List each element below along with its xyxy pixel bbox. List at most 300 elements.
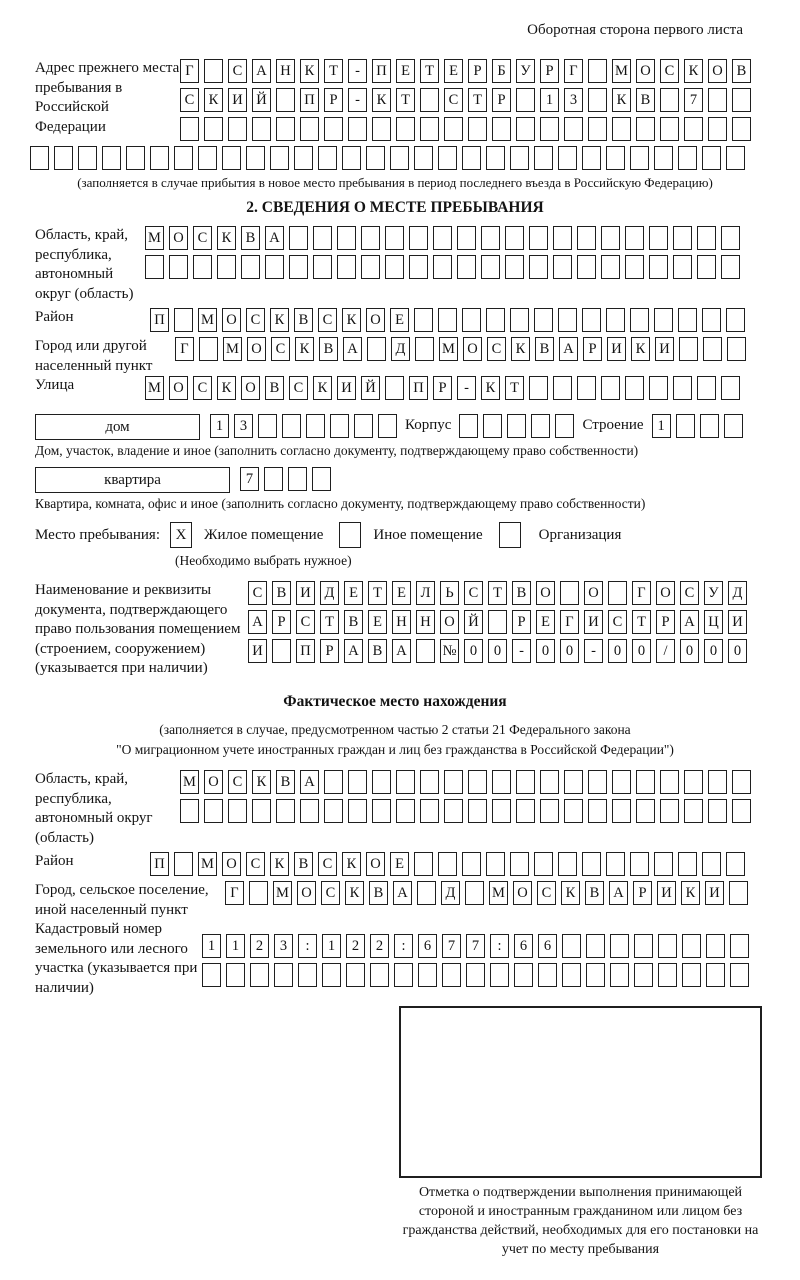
cadastral-label: Кадастровый номер земельного или лесного участка (указывается при наличии) [35, 921, 198, 996]
apartment-type-box: квартира [35, 467, 230, 493]
char-cell [180, 799, 199, 823]
char-cell: В [272, 581, 291, 605]
actual-location-title: Фактическое место нахождения [283, 692, 507, 710]
char-cell: О [169, 376, 188, 400]
char-cell: С [228, 59, 247, 83]
char-cell: Е [390, 308, 409, 332]
char-cell: С [660, 59, 679, 83]
char-cell [540, 799, 559, 823]
char-cell [465, 881, 484, 905]
char-cell [679, 337, 698, 361]
char-cell [684, 770, 703, 794]
stay-type-row [35, 522, 755, 548]
char-cell: О [297, 881, 316, 905]
char-cell [553, 255, 572, 279]
char-cell [678, 852, 697, 876]
char-cell: Е [392, 581, 411, 605]
char-cell: Е [444, 59, 463, 83]
house-row [35, 414, 755, 443]
char-cell: М [145, 226, 164, 250]
char-cell: В [535, 337, 554, 361]
char-cell: Т [320, 610, 339, 634]
char-cell [510, 308, 529, 332]
char-cell [300, 117, 319, 141]
char-cell [415, 337, 434, 361]
char-cell [726, 852, 745, 876]
char-cell: С [246, 308, 265, 332]
char-cell: В [585, 881, 604, 905]
char-cell: 3 [234, 414, 253, 438]
char-cell [636, 117, 655, 141]
char-cell [702, 146, 721, 170]
char-cell [481, 255, 500, 279]
char-cell: А [609, 881, 628, 905]
char-cell [588, 117, 607, 141]
char-cell [660, 770, 679, 794]
actual-location-note-1: (заполняется в случае, предусмотренном частью 2 статьи 21 Федерального закона [159, 721, 631, 737]
char-cell [258, 414, 277, 438]
char-cell [346, 963, 365, 987]
char-cell: С [271, 337, 290, 361]
char-cell [729, 881, 748, 905]
char-cell: П [150, 852, 169, 876]
char-cell [252, 799, 271, 823]
char-cell: Й [361, 376, 380, 400]
char-cell: О [241, 376, 260, 400]
char-cell [678, 308, 697, 332]
char-cell: 6 [418, 934, 437, 958]
char-cell: А [252, 59, 271, 83]
char-cell: И [337, 376, 356, 400]
char-cell: Р [433, 376, 452, 400]
char-cell [601, 226, 620, 250]
char-cell [703, 337, 722, 361]
char-cell [558, 308, 577, 332]
char-cell [180, 117, 199, 141]
section2-title: 2. СВЕДЕНИЯ О МЕСТЕ ПРЕБЫВАНИЯ [246, 199, 544, 216]
region-row-2 [145, 255, 745, 279]
char-cell: Р [492, 88, 511, 112]
city-block [35, 337, 755, 376]
char-cell: С [289, 376, 308, 400]
char-cell [553, 376, 572, 400]
char-cell [510, 852, 529, 876]
char-cell: 1 [540, 88, 559, 112]
char-cell: 1 [226, 934, 245, 958]
char-cell [366, 146, 385, 170]
char-cell [348, 770, 367, 794]
char-cell [708, 88, 727, 112]
confirmation-block [393, 1006, 768, 1260]
char-cell [492, 799, 511, 823]
char-cell [265, 255, 284, 279]
document-rows [248, 581, 752, 668]
prev-address-row-2 [180, 88, 756, 112]
char-cell: К [612, 88, 631, 112]
district-block [35, 308, 755, 337]
char-cell [606, 146, 625, 170]
char-cell [462, 852, 481, 876]
char-cell: В [368, 639, 387, 663]
char-cell [252, 117, 271, 141]
char-cell [697, 226, 716, 250]
street-block [35, 376, 755, 405]
char-cell [510, 146, 529, 170]
char-cell [516, 117, 535, 141]
char-cell [507, 414, 526, 438]
char-cell [250, 963, 269, 987]
char-cell: 0 [704, 639, 723, 663]
char-cell [726, 308, 745, 332]
char-cell [270, 146, 289, 170]
char-cell [354, 414, 373, 438]
actual-city-row [225, 881, 753, 905]
char-cell [30, 146, 49, 170]
char-cell: А [265, 226, 284, 250]
char-cell [634, 934, 653, 958]
char-cell: Г [225, 881, 244, 905]
char-cell: С [296, 610, 315, 634]
char-cell [654, 852, 673, 876]
char-cell [702, 308, 721, 332]
char-cell: - [512, 639, 531, 663]
char-cell [385, 226, 404, 250]
char-cell: И [607, 337, 626, 361]
char-cell: А [344, 639, 363, 663]
char-cell [264, 467, 283, 491]
char-cell [169, 255, 188, 279]
char-cell [634, 963, 653, 987]
char-cell [724, 414, 743, 438]
stroenie-label: Строение [582, 417, 644, 433]
char-cell [433, 226, 452, 250]
char-cell [534, 308, 553, 332]
char-cell: О [366, 308, 385, 332]
char-cell [630, 146, 649, 170]
apartment-note: Квартира, комната, офис и иное (заполнить согласно документу, подтверждающему право собственности) [35, 496, 646, 511]
char-cell: И [228, 88, 247, 112]
char-cell [676, 414, 695, 438]
char-cell: / [656, 639, 675, 663]
char-cell: Г [564, 59, 583, 83]
actual-region-block [35, 770, 755, 848]
char-cell [488, 610, 507, 634]
char-cell [654, 308, 673, 332]
char-cell: Й [252, 88, 271, 112]
char-cell [199, 337, 218, 361]
char-cell: М [198, 852, 217, 876]
char-cell [540, 770, 559, 794]
korpus-row [459, 414, 579, 438]
char-cell [361, 255, 380, 279]
char-cell [486, 146, 505, 170]
region-block [35, 226, 755, 304]
char-cell: Г [632, 581, 651, 605]
char-cell [529, 226, 548, 250]
char-cell: С [321, 881, 340, 905]
char-cell [433, 255, 452, 279]
checkbox-organization [499, 522, 521, 548]
char-cell: - [348, 59, 367, 83]
char-cell [420, 770, 439, 794]
char-cell: 6 [514, 934, 533, 958]
checkbox-other-premises [339, 522, 361, 548]
char-cell [444, 117, 463, 141]
char-cell [457, 255, 476, 279]
char-cell [540, 117, 559, 141]
char-cell: 2 [250, 934, 269, 958]
char-cell [372, 117, 391, 141]
cadastral-row-1 [202, 934, 754, 958]
char-cell [732, 117, 751, 141]
char-cell: Е [396, 59, 415, 83]
char-cell [78, 146, 97, 170]
char-cell [483, 414, 502, 438]
char-cell: И [705, 881, 724, 905]
char-cell: С [193, 226, 212, 250]
char-cell: В [294, 308, 313, 332]
char-cell [324, 770, 343, 794]
char-cell [370, 963, 389, 987]
char-cell [582, 852, 601, 876]
char-cell: К [684, 59, 703, 83]
char-cell: И [655, 337, 674, 361]
char-cell [276, 117, 295, 141]
char-cell: 7 [240, 467, 259, 491]
char-cell [385, 376, 404, 400]
char-cell: Д [320, 581, 339, 605]
char-cell: 0 [728, 639, 747, 663]
char-cell [414, 852, 433, 876]
char-cell [562, 963, 581, 987]
char-cell [378, 414, 397, 438]
char-cell: Р [633, 881, 652, 905]
prev-address-block [35, 59, 755, 146]
char-cell: 0 [632, 639, 651, 663]
char-cell [193, 255, 212, 279]
char-cell [514, 963, 533, 987]
char-cell: - [457, 376, 476, 400]
char-cell: О [222, 308, 241, 332]
char-cell [649, 226, 668, 250]
char-cell [721, 255, 740, 279]
char-cell: В [294, 852, 313, 876]
char-cell: К [204, 88, 223, 112]
char-cell [468, 770, 487, 794]
char-cell: С [444, 88, 463, 112]
char-cell [727, 337, 746, 361]
char-cell: 6 [538, 934, 557, 958]
char-cell: В [344, 610, 363, 634]
char-cell: И [248, 639, 267, 663]
char-cell [420, 117, 439, 141]
char-cell [588, 770, 607, 794]
char-cell: П [409, 376, 428, 400]
char-cell [601, 255, 620, 279]
char-cell [682, 963, 701, 987]
char-cell [204, 117, 223, 141]
option-other-premises-label: Иное помещение [373, 526, 483, 543]
char-cell [459, 414, 478, 438]
char-cell [490, 963, 509, 987]
char-cell: М [180, 770, 199, 794]
char-cell: О [366, 852, 385, 876]
char-cell [612, 117, 631, 141]
char-cell [660, 117, 679, 141]
char-cell [610, 934, 629, 958]
char-cell: 0 [608, 639, 627, 663]
city-label: Город или другой населенный пункт [35, 338, 153, 374]
char-cell [409, 255, 428, 279]
char-cell [348, 117, 367, 141]
actual-city-label: Город, сельское поселение, иной населенный пункт [35, 882, 209, 918]
char-cell [348, 799, 367, 823]
char-cell: Л [416, 581, 435, 605]
house-type-box: дом [35, 414, 200, 440]
char-cell [294, 146, 313, 170]
char-cell [608, 581, 627, 605]
char-cell: С [318, 308, 337, 332]
char-cell: 1 [652, 414, 671, 438]
char-cell: Р [468, 59, 487, 83]
char-cell: Й [464, 610, 483, 634]
char-cell: 7 [466, 934, 485, 958]
char-cell [612, 799, 631, 823]
char-cell [337, 255, 356, 279]
char-cell [708, 117, 727, 141]
char-cell: А [392, 639, 411, 663]
char-cell: Т [420, 59, 439, 83]
char-cell [610, 963, 629, 987]
char-cell [272, 639, 291, 663]
char-cell [678, 146, 697, 170]
char-cell [588, 799, 607, 823]
char-cell [564, 117, 583, 141]
char-cell [658, 934, 677, 958]
char-cell: 3 [274, 934, 293, 958]
char-cell [531, 414, 550, 438]
char-cell: А [393, 881, 412, 905]
char-cell [577, 255, 596, 279]
char-cell [625, 226, 644, 250]
char-cell: В [265, 376, 284, 400]
option-organization-label: Организация [538, 526, 622, 543]
document-row-2 [248, 610, 752, 634]
char-cell: М [439, 337, 458, 361]
street-row [145, 376, 745, 400]
char-cell [337, 226, 356, 250]
char-cell: С [193, 376, 212, 400]
char-cell [313, 255, 332, 279]
stroenie-row [652, 414, 748, 438]
char-cell [417, 881, 436, 905]
char-cell [204, 799, 223, 823]
actual-region-label: Область, край, республика, автономный округ (область) [35, 771, 153, 846]
char-cell [420, 799, 439, 823]
char-cell [534, 146, 553, 170]
char-cell: Н [276, 59, 295, 83]
char-cell: С [248, 581, 267, 605]
prev-address-row-3 [180, 117, 756, 141]
char-cell [586, 963, 605, 987]
char-cell: В [319, 337, 338, 361]
char-cell [312, 467, 331, 491]
char-cell [396, 770, 415, 794]
char-cell: Д [441, 881, 460, 905]
char-cell [538, 963, 557, 987]
actual-location-note-2: "О миграционном учете иностранных граждан и лиц без гражданства в Российской Федерации") [116, 742, 674, 758]
char-cell: О [584, 581, 603, 605]
char-cell: Р [324, 88, 343, 112]
char-cell [342, 146, 361, 170]
char-cell [582, 146, 601, 170]
char-cell [282, 414, 301, 438]
char-cell [673, 226, 692, 250]
char-cell: И [296, 581, 315, 605]
district-row [150, 308, 750, 332]
char-cell: О [440, 610, 459, 634]
char-cell [367, 337, 386, 361]
char-cell [558, 852, 577, 876]
district-label: Район [35, 309, 74, 325]
char-cell: Р [540, 59, 559, 83]
char-cell [444, 770, 463, 794]
char-cell [601, 376, 620, 400]
char-cell: П [300, 88, 319, 112]
char-cell [505, 226, 524, 250]
char-cell [505, 255, 524, 279]
char-cell [625, 376, 644, 400]
char-cell: Д [728, 581, 747, 605]
char-cell: С [228, 770, 247, 794]
char-cell: О [247, 337, 266, 361]
char-cell: Г [560, 610, 579, 634]
char-cell: О [656, 581, 675, 605]
char-cell: К [217, 376, 236, 400]
char-cell [385, 255, 404, 279]
stay-type-label: Место пребывания: [35, 526, 160, 543]
char-cell [457, 226, 476, 250]
char-cell: С [680, 581, 699, 605]
char-cell: О [513, 881, 532, 905]
char-cell: М [145, 376, 164, 400]
char-cell [462, 146, 481, 170]
char-cell [438, 308, 457, 332]
char-cell [529, 376, 548, 400]
region-row-1 [145, 226, 745, 250]
char-cell [390, 146, 409, 170]
apartment-row [35, 467, 755, 496]
region-label: Область, край, республика, автономный округ (область) [35, 227, 134, 302]
char-cell [330, 414, 349, 438]
char-cell: Т [396, 88, 415, 112]
option-residential-label: Жилое помещение [204, 526, 324, 543]
char-cell: К [631, 337, 650, 361]
char-cell [636, 799, 655, 823]
char-cell [361, 226, 380, 250]
char-cell: Р [656, 610, 675, 634]
actual-district-row [150, 852, 750, 876]
char-cell [288, 467, 307, 491]
char-cell [577, 376, 596, 400]
char-cell [700, 414, 719, 438]
char-cell [660, 799, 679, 823]
char-cell: К [313, 376, 332, 400]
char-cell: И [584, 610, 603, 634]
char-cell [274, 963, 293, 987]
char-cell: Р [272, 610, 291, 634]
char-cell [418, 963, 437, 987]
